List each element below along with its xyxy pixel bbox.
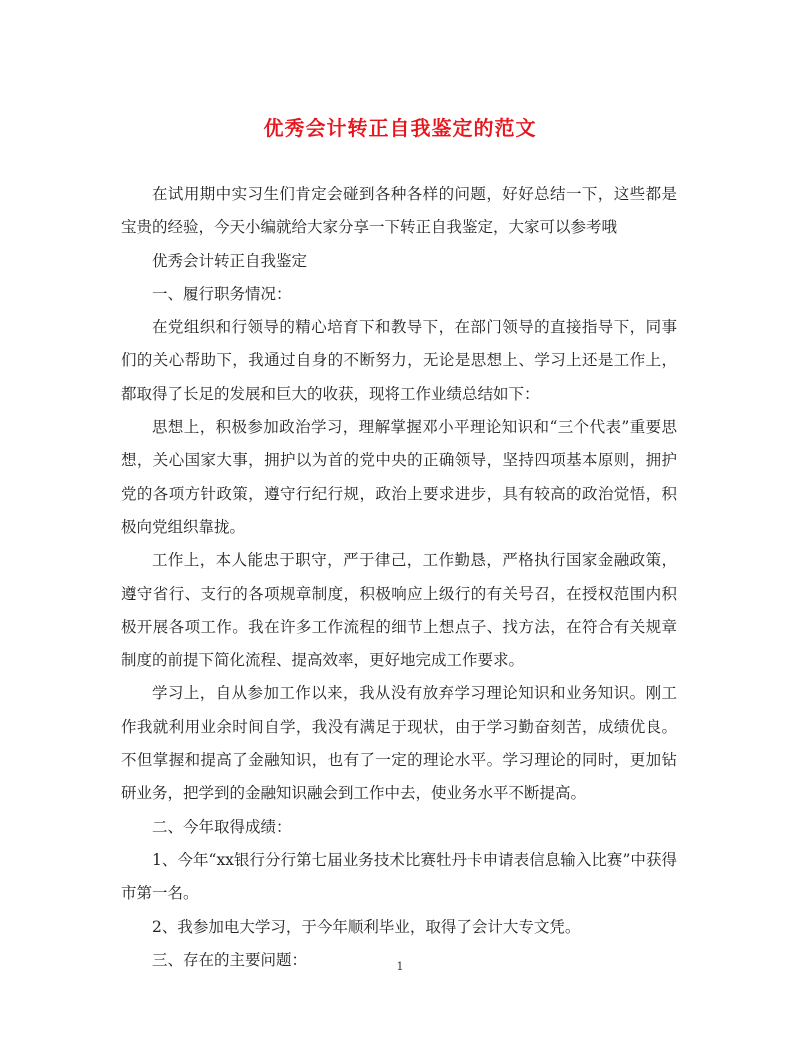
section-heading-duties: 一、履行职务情况： [152, 284, 292, 303]
paragraph-study: 学习上，自从参加工作以来，我从没有放弃学习理论知识和业务知识。刚工作我就利用业余时间自学，我没有满足于现状，由于学习勤奋刻苦，成绩优良。不但掌握和提高了金融知识，也有了一定的理论水平。学习理论的同时，更加钻研业务，把学到的金融知识融会到工作中去，使业务水平不断提高。 [121, 684, 677, 803]
achievement-item-2: 2、我参加电大学习，于今年顺利毕业，取得了会计大专文凭。 [152, 917, 581, 936]
paragraph-work: 工作上，本人能忠于职守，严于律己，工作勤恳，严格执行国家金融政策，遵守省行、支行的各项规章制度，积极响应上级行的有关号召，在授权范围内积极开展各项工作。我在许多工作流程的细节上想点子、找方法，在符合有关规章制度的前提下简化流程、提高效率，更好地完成工作要求。 [121, 551, 677, 670]
page-number: 1 [396, 960, 404, 973]
paragraph-thought: 思想上，积极参加政治学习，理解掌握邓小平理论知识和“三个代表”重要思想，关心国家大事，拥护以为首的党中央的正确领导，坚持四项基本原则，拥护党的各项方针政策，遵守行纪行规，政治上要求进步，具有较高的政治觉悟，积极向党组织靠拢。 [121, 418, 677, 536]
document-body [121, 178, 677, 977]
paragraph-intro: 在试用期中实习生们肯定会碰到各种各样的问题，好好总结一下，这些都是宝贵的经验，今天小编就给大家分享一下转正自我鉴定，大家可以参考哦 [121, 185, 677, 237]
document-title: 优秀会计转正自我鉴定的范文 [263, 116, 537, 140]
section-heading-problems: 三、存在的主要问题： [152, 950, 308, 969]
achievement-item-1: 1、今年“xx银行分行第七届业务技术比赛牡丹卡申请表信息输入比赛”中获得市第一名。 [121, 850, 677, 903]
section-heading-achievements: 二、今年取得成绩： [152, 817, 292, 836]
paragraph-subtitle: 优秀会计转正自我鉴定 [152, 251, 308, 270]
paragraph-duties: 在党组织和行领导的精心培育下和教导下，在部门领导的直接指导下，同事们的关心帮助下，我通过自身的不断努力，无论是思想上、学习上还是工作上，都取得了长足的发展和巨大的收获，现将工作业绩总结如下： [121, 318, 677, 403]
